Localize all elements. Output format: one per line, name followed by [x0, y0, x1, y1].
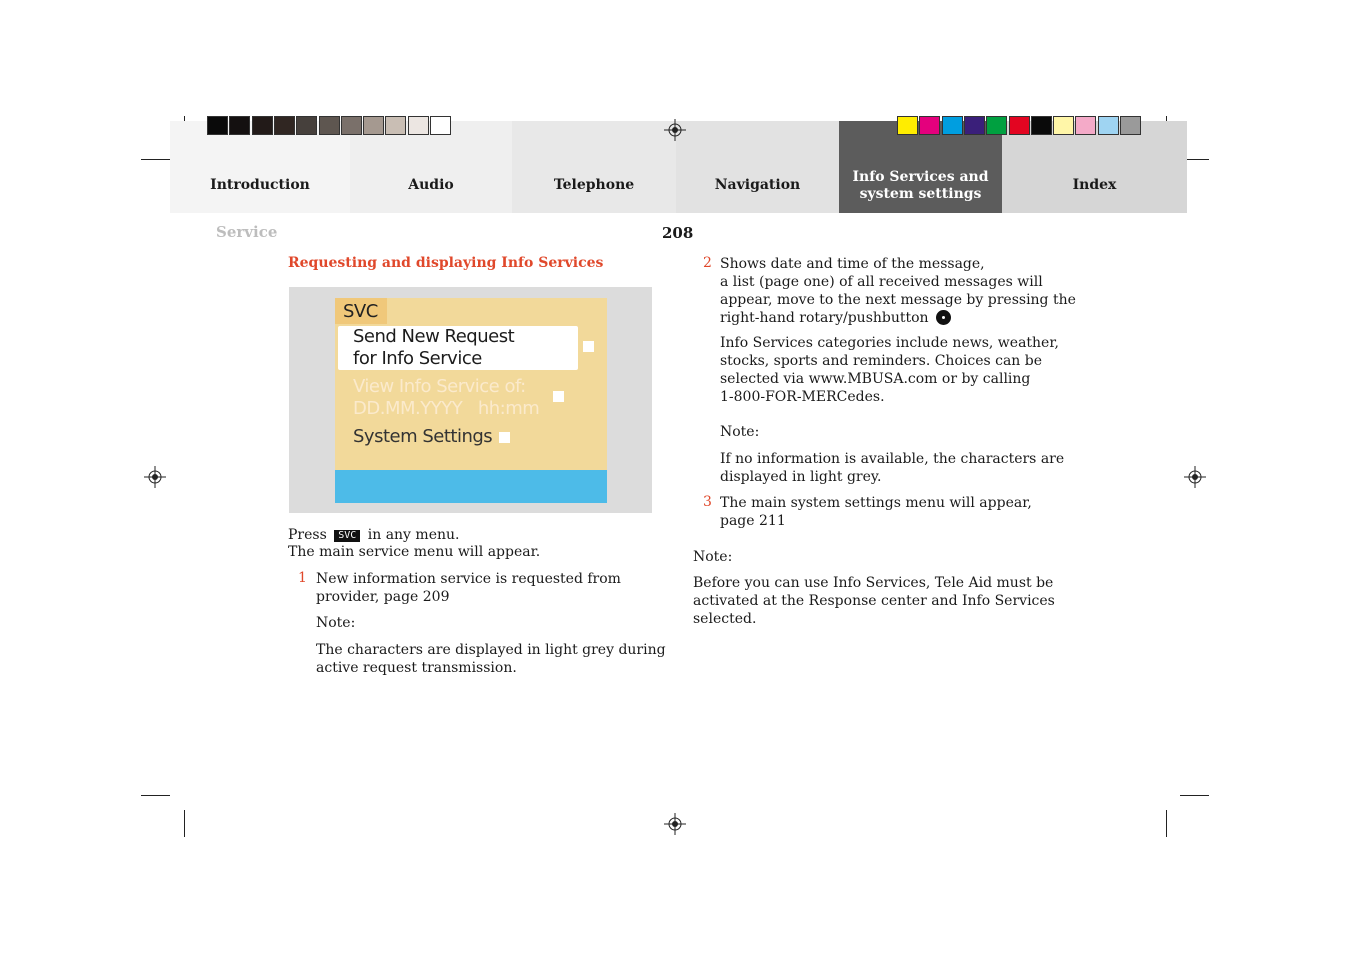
tab-label: Audio: [408, 177, 454, 193]
color-swatch: [986, 116, 1007, 135]
info-categories-text: Info Services categories include news, weather, stocks, sports and reminders. Choices can be selected via www.MBUSA.com or by calling 1-800-FOR-MERCedes.: [720, 335, 1059, 405]
color-swatch: [430, 116, 451, 135]
callout-marker-3: [499, 432, 510, 443]
status-bar: [335, 470, 607, 503]
step-number: 2: [703, 255, 712, 271]
color-swatch: [385, 116, 406, 135]
color-swatch: [1098, 116, 1119, 135]
step-number: 1: [298, 570, 307, 586]
tab-telephone[interactable]: [512, 121, 676, 213]
rotary-pushbutton-icon: [936, 310, 951, 325]
color-swatch: [1120, 116, 1141, 135]
color-swatch: [252, 116, 273, 135]
step-2-text: Shows date and time of the message, a list (page one) of all received messages will appear, move to the next message by pressing the right-hand rotary/pushbutton: [720, 256, 1076, 326]
menu-item-send-request[interactable]: Send New Request for Info Service: [353, 326, 515, 369]
color-swatch: [363, 116, 384, 135]
tab-label: Introduction: [210, 177, 310, 193]
crop-mark: [184, 810, 185, 837]
menu-item-system-settings[interactable]: System Settings: [353, 426, 493, 447]
main-menu-text: The main service menu will appear.: [288, 544, 541, 560]
tab-label: Telephone: [553, 177, 635, 193]
color-swatch: [897, 116, 918, 135]
color-swatch: [964, 116, 985, 135]
section-label: Service: [216, 223, 278, 241]
color-swatch: [919, 116, 940, 135]
color-swatch: [341, 116, 362, 135]
crop-mark: [141, 795, 170, 796]
note-label: Note:: [720, 424, 760, 440]
step-number: 3: [703, 494, 712, 510]
note-label: Note:: [316, 615, 356, 631]
color-swatch: [296, 116, 317, 135]
note-2-text: If no information is available, the characters are displayed in light grey.: [720, 451, 1065, 485]
press-instruction: Press SVC in any menu.: [288, 527, 460, 543]
tab-navigation[interactable]: [676, 121, 839, 213]
page-number: 208: [662, 224, 694, 242]
menu-item-view-info-service[interactable]: View Info Service of: DD.MM.YYYY hh:mm: [353, 376, 540, 419]
color-swatch: [319, 116, 340, 135]
color-swatch: [207, 116, 228, 135]
note-1-text: The characters are displayed in light grey during active request transmission.: [316, 642, 666, 676]
color-swatch: [229, 116, 250, 135]
registration-mark-icon: [664, 119, 686, 141]
color-swatch: [274, 116, 295, 135]
tab-label: Info Services and system settings: [852, 169, 989, 202]
step-1-text: New information service is requested from provider, page 209: [316, 571, 621, 605]
color-swatch: [408, 116, 429, 135]
crop-mark: [1166, 810, 1167, 837]
crop-mark: [1180, 795, 1209, 796]
crop-mark: [141, 159, 170, 160]
note-label: Note:: [693, 549, 733, 565]
display-screen: [335, 298, 607, 503]
tab-label: Index: [1072, 177, 1117, 193]
svc-title: SVC: [343, 301, 378, 322]
color-swatch: [1053, 116, 1074, 135]
screen-illustration: [289, 287, 652, 513]
color-swatch: [942, 116, 963, 135]
note-3-text: Before you can use Info Services, Tele Aid must be activated at the Response center and Info Services selected.: [693, 575, 1055, 627]
registration-mark-icon: [144, 466, 166, 488]
tab-label: Navigation: [714, 177, 801, 193]
color-swatch: [1075, 116, 1096, 135]
registration-mark-icon: [664, 813, 686, 835]
section-heading: Requesting and displaying Info Services: [288, 255, 604, 271]
callout-marker-2: [553, 391, 564, 402]
color-swatch: [1031, 116, 1052, 135]
svc-key-icon: SVC: [334, 530, 360, 542]
step-3-text: The main system settings menu will appear, page 211: [720, 495, 1032, 529]
callout-marker-1: [583, 341, 594, 352]
color-swatch: [1009, 116, 1030, 135]
registration-mark-icon: [1184, 466, 1206, 488]
